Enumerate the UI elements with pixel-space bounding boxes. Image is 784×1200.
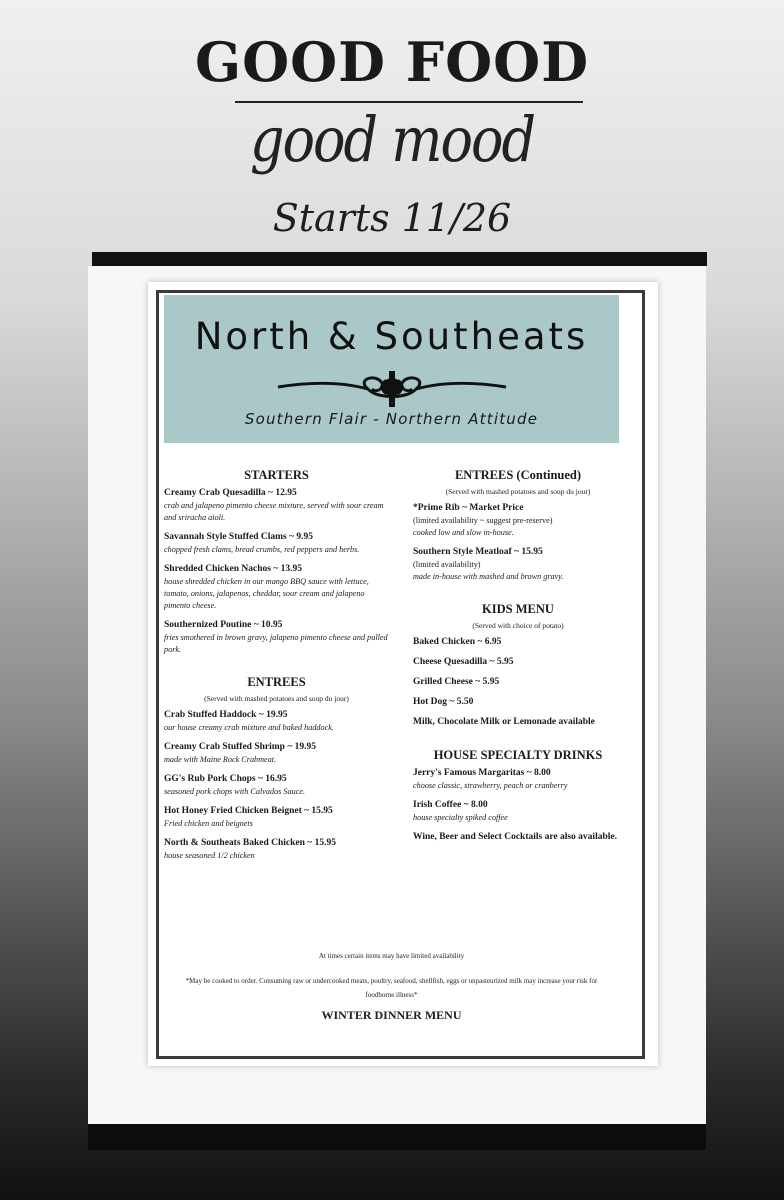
photo-top-border <box>92 252 707 266</box>
item-description: made with Maine Rock Crabmeat. <box>164 755 277 764</box>
menu-right-column <box>413 468 623 851</box>
item-name: Savannah Style Stuffed Clams ~ 9.95 <box>164 532 314 542</box>
menu-item <box>164 805 389 830</box>
item-name: Hot Honey Fried Chicken Beignet ~ 15.95 <box>164 806 333 816</box>
menu-item <box>164 741 389 766</box>
photo-bottom-border <box>88 1124 706 1150</box>
menu-item <box>164 619 389 656</box>
item-name: Milk, Chocolate Milk or Lemonade available <box>413 717 595 727</box>
menu-item <box>413 767 623 792</box>
menu-item <box>413 656 623 669</box>
item-description: house specialty spiked coffee <box>413 813 508 822</box>
kids-menu-title: KIDS MENU <box>482 602 554 616</box>
availability-note: At times certain items may have limited availability <box>318 952 465 960</box>
menu-sheet <box>148 282 658 1066</box>
item-name: Baked Chicken ~ 6.95 <box>413 637 502 647</box>
start-date: Starts 11/26 <box>272 196 512 240</box>
item-description: cooked low and slow in-house. <box>413 528 514 537</box>
menu-item <box>413 716 623 729</box>
food-safety-warning: *May be cooked to order. Consuming raw or undercooked meats, poultry, seafood, shellfish, eggs or unpasteurized milk may increase your risk for foodborne illness* <box>185 977 598 999</box>
menu-item <box>413 502 623 539</box>
item-description: Fried chicken and beignets <box>164 819 253 828</box>
entrees-title: ENTREES <box>247 675 306 689</box>
item-name: North & Southeats Baked Chicken ~ 15.95 <box>164 838 336 848</box>
drinks-title: HOUSE SPECIALTY DRINKS <box>433 748 603 762</box>
entrees-note: (Served with mashed potatoes and soup du jour) <box>204 694 349 703</box>
item-description: house seasoned 1/2 chicken <box>164 851 255 860</box>
item-description: crab and jalapeno pimento cheese mixture, served with sour cream and sriracha aioli. <box>164 501 384 522</box>
menu-name: WINTER DINNER MENU <box>321 1008 462 1022</box>
menu-item <box>413 676 623 689</box>
item-availability: (limited availability ~ suggest pre-reserve) <box>413 516 553 525</box>
starters-title: STARTERS <box>244 468 309 482</box>
menu-item <box>164 531 389 556</box>
script-tagline: good mood <box>249 103 535 176</box>
item-name: *Prime Rib ~ Market Price <box>413 503 524 513</box>
item-name: Shredded Chicken Nachos ~ 13.95 <box>164 564 303 574</box>
item-description: our house creamy crab mixture and baked haddock. <box>164 723 334 732</box>
item-description: made in-house with mashed and brown gravy. <box>413 572 564 581</box>
entrees-continued-title: ENTREES (Continued) <box>454 468 582 482</box>
item-name: Hot Dog ~ 5.50 <box>413 697 474 707</box>
restaurant-tagline: Southern Flair - Northern Attitude <box>244 410 539 428</box>
item-description: seasoned pork chops with Calvados Sauce. <box>164 787 305 796</box>
item-availability: (limited availability) <box>413 560 481 569</box>
item-description: house shredded chicken in our mango BBQ sauce with lettuce, tomato, onions, jalapenos, cheddar, sour cream and jalapeno pimento cheese. <box>164 577 369 610</box>
item-description: chopped fresh clams, bread crumbs, red peppers and herbs. <box>164 545 360 554</box>
menu-item <box>413 696 623 709</box>
menu-item <box>164 709 389 734</box>
item-description: choose classic, strawberry, peach or cranberry <box>413 781 568 790</box>
entrees-continued-note: (Served with mashed potatoes and soup du jour) <box>445 487 591 496</box>
ornament-icon <box>276 367 508 411</box>
menu-item <box>413 546 623 583</box>
item-name: Grilled Cheese ~ 5.95 <box>413 677 500 687</box>
item-name: Southern Style Meatloaf ~ 15.95 <box>413 547 543 557</box>
restaurant-name: North & Southeats <box>194 315 589 358</box>
item-name: Wine, Beer and Select Cocktails are also available. <box>413 832 617 842</box>
item-name: Creamy Crab Quesadilla ~ 12.95 <box>164 488 297 498</box>
menu-item <box>164 837 389 862</box>
menu-item <box>413 831 623 844</box>
menu-banner <box>164 295 619 443</box>
item-name: Southernized Poutine ~ 10.95 <box>164 620 283 630</box>
menu-item <box>164 773 389 798</box>
item-name: Creamy Crab Stuffed Shrimp ~ 19.95 <box>164 742 317 752</box>
menu-item <box>413 799 623 824</box>
item-description: fries smothered in brown gravy, jalapeno pimento cheese and pulled pork. <box>164 633 388 654</box>
menu-left-column <box>164 468 389 869</box>
headline: GOOD FOOD <box>194 30 590 94</box>
item-name: Jerry's Famous Margaritas ~ 8.00 <box>413 768 551 778</box>
menu-item <box>164 563 389 612</box>
kids-menu-note: (Served with choice of potato) <box>472 621 564 630</box>
menu-item <box>164 487 389 524</box>
item-name: Crab Stuffed Haddock ~ 19.95 <box>164 710 288 720</box>
item-name: Irish Coffee ~ 8.00 <box>413 800 488 810</box>
item-name: GG's Rub Pork Chops ~ 16.95 <box>164 774 287 784</box>
menu-item <box>413 636 623 649</box>
item-name: Cheese Quesadilla ~ 5.95 <box>413 657 514 667</box>
